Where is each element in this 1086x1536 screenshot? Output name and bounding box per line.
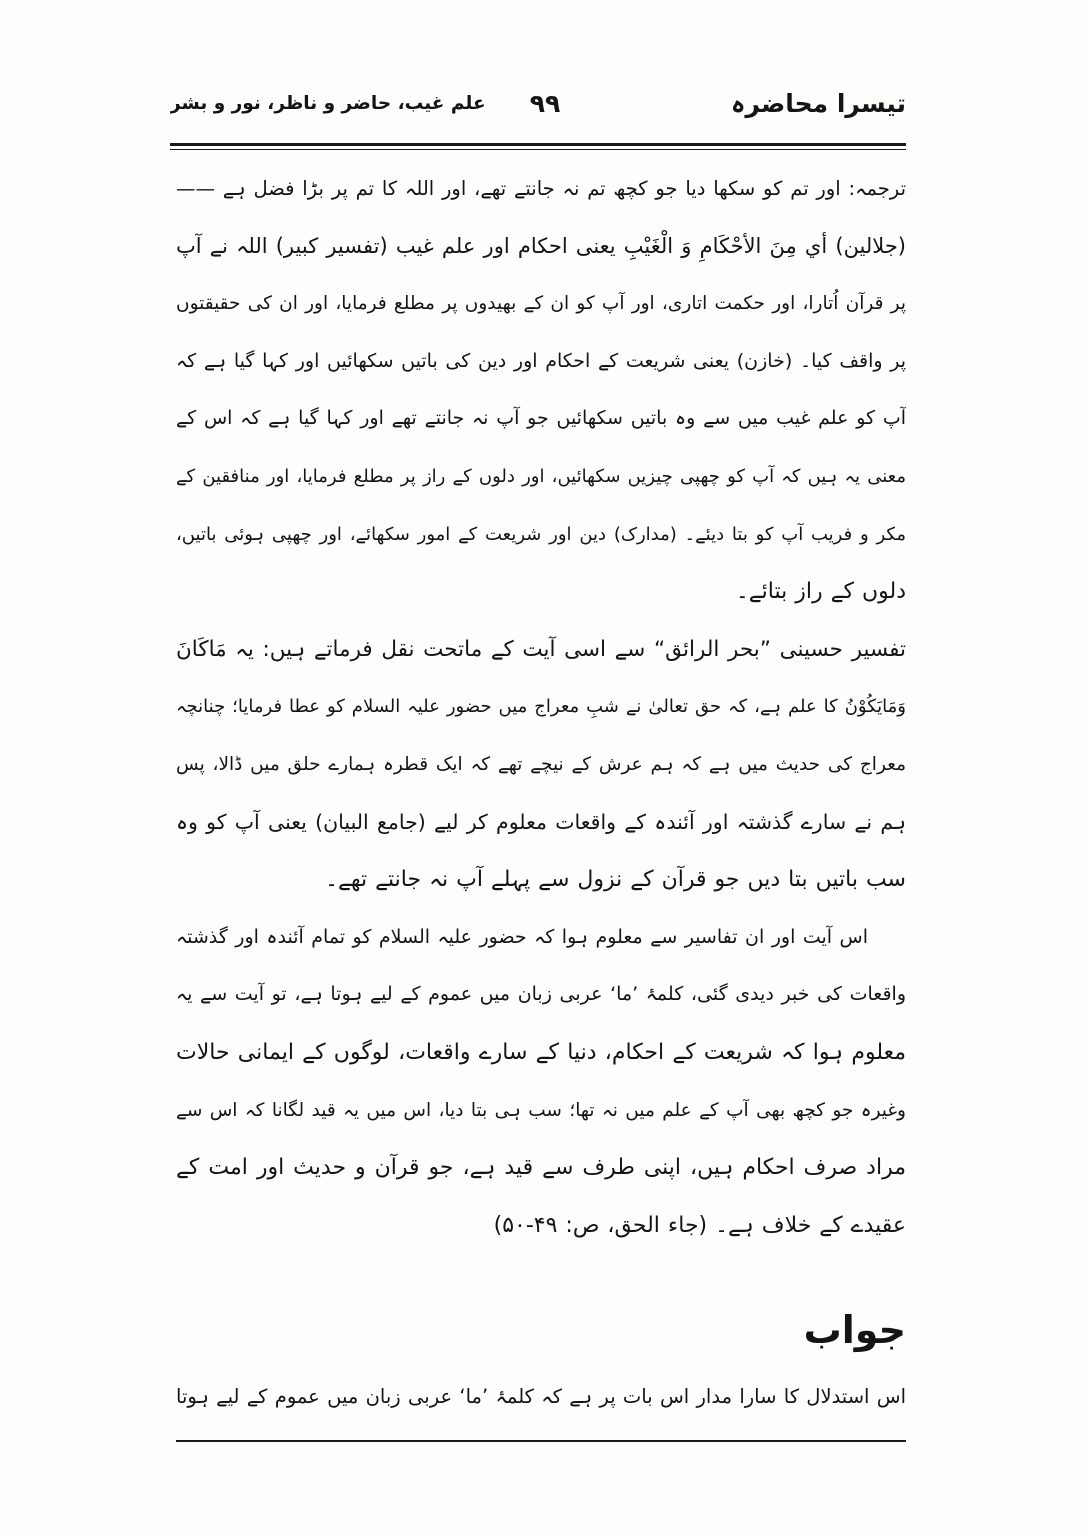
text-line: معراج کی حدیث میں ہے کہ ہم عرش کے نیچے تھے کہ ایک قطرہ ہمارے حلق میں ڈالا، پس xyxy=(176,753,906,775)
topic-title: علم غیب، حاضر و ناظر، نور و بشر xyxy=(170,93,486,114)
text-line: سب باتیں بتا دیں جو قرآن کے نزول سے پہلے آپ نہ جانتے تھے۔ xyxy=(325,867,906,893)
text-line: مکر و فریب آپ کو بتا دیئے۔ (مدارک) دین اور شریعت کے امور سکھائے، اور چھپی ہوئی باتیں، xyxy=(176,523,906,545)
text-line: اس استدلال کا سارا مدار اس بات پر ہے کہ کلمۂ ’ما‘ عربی زبان میں عموم کے لیے ہوتا xyxy=(176,1385,906,1408)
text-line: تفسیر حسینی ”بحر الرائق“ سے اسی آیت کے ماتحت نقل فرماتے ہیں: یہ مَاکَانَ xyxy=(176,636,906,662)
text-line: پر واقف کیا۔ (خازن) یعنی شریعت کے احکام اور دین کی باتیں سکھائیں اور کہا گیا ہے کہ xyxy=(176,349,906,372)
section-heading: جواب xyxy=(803,1308,906,1352)
text-line: عقیدے کے خلاف ہے۔ (جاء الحق، ص: ۴۹-۵۰) xyxy=(493,1212,906,1238)
chapter-title: تیسرا محاضرہ xyxy=(730,89,906,118)
text-line: آپ کو علم غیب میں سے وہ باتیں سکھائیں جو آپ نہ جانتے تھے اور کہا گیا ہے کہ اس کے xyxy=(176,407,906,430)
text-line: معنی یہ ہیں کہ آپ کو چھپی چیزیں سکھائیں، اور دلوں کے راز پر مطلع فرمایا، اور منافقین کے xyxy=(176,465,906,487)
text-line: ترجمہ: اور تم کو سکھا دیا جو کچھ تم نہ جانتے تھے، اور اللہ کا تم پر بڑا فضل ہے —— xyxy=(176,177,906,200)
text-line: مراد صرف احکام ہیں، اپنی طرف سے قید ہے، جو قرآن و حدیث اور امت کے xyxy=(176,1155,906,1181)
answer-text xyxy=(176,1368,906,1426)
text-line: وَمَایَکُوْنُ کا علم ہے، کہ حق تعالیٰ نے شبِ معراج میں حضور علیہ السلام کو عطا فرمایا؛ چنانچہ xyxy=(176,696,906,718)
footer-rule xyxy=(176,1440,906,1442)
text-line: وغیرہ جو کچھ بھی آپ کے علم میں نہ تھا؛ سب ہی بتا دیا، اس میں یہ قید لگانا کہ اس سے xyxy=(176,1099,906,1121)
text-line: ہم نے سارے گذشتہ اور آئندہ کے واقعات معلوم کر لیے (جامع البیان) یعنی آپ کو وہ xyxy=(176,809,906,834)
text-line: واقعات کی خبر دیدی گئی، کلمۂ ’ما‘ عربی زبان میں عموم کے لیے ہوتا ہے، تو آیت سے یہ xyxy=(176,983,906,1006)
body-text xyxy=(176,160,906,1254)
text-line: (جلالین) أي مِنَ الأحْكَامِ وَ الْغَيْبِ یعنی احکام اور علم غیب (تفسیر کبیر) اللہ نے آپ xyxy=(176,233,906,258)
text-line: دلوں کے راز بتائے۔ xyxy=(735,579,906,605)
text-line: معلوم ہوا کہ شریعت کے احکام، دنیا کے سارے واقعات، لوگوں کے ایمانی حالات xyxy=(176,1039,906,1065)
header-rule xyxy=(170,143,906,150)
text-line: پر قرآن اُتارا، اور حکمت اتاری، اور آپ کو ان کے بھیدوں پر مطلع فرمایا، اور ان کی حقیقتوں xyxy=(176,293,906,315)
text-line: اس آیت اور ان تفاسیر سے معلوم ہوا کہ حضور علیہ السلام کو تمام آئندہ اور گذشتہ xyxy=(176,925,868,948)
page-number: ۹۹ xyxy=(529,89,561,118)
